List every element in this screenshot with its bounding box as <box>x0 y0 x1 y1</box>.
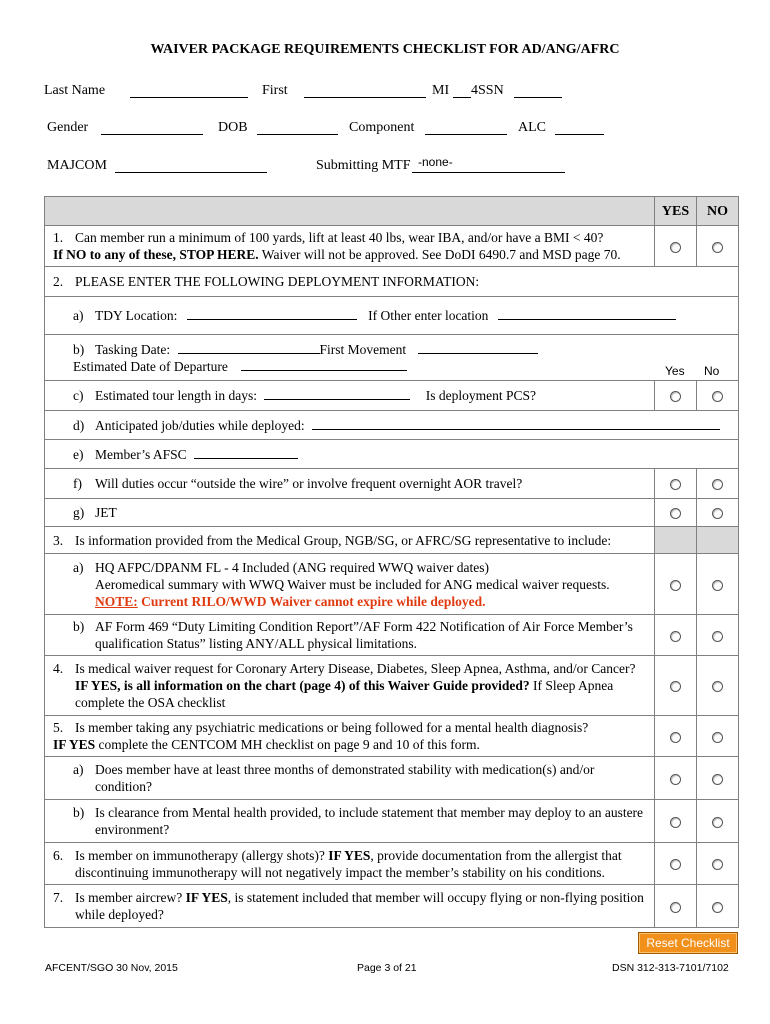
question-3b: b) AF Form 469 “Duty Limiting Condition Report”/AF Form 422 Notification of Air Force Member’s qualification Status” listing ANY/ALL physical limitations. <box>45 615 655 656</box>
pcs-no-label: No <box>704 364 720 378</box>
dob-field[interactable] <box>257 120 338 135</box>
question-2g: g) JET <box>45 499 655 527</box>
question-2: 2. PLEASE ENTER THE FOLLOWING DEPLOYMENT INFORMATION: <box>45 267 739 297</box>
ssn4-label: 4SSN <box>471 83 504 98</box>
tasking-date-field[interactable] <box>178 341 320 354</box>
dob-label: DOB <box>218 120 248 135</box>
reset-checklist-button[interactable]: Reset Checklist <box>638 932 738 954</box>
q2c-yes-radio[interactable] <box>655 381 697 411</box>
no-header: NO <box>697 197 739 226</box>
question-5b-row <box>45 800 739 843</box>
page-title: WAIVER PACKAGE REQUIREMENTS CHECKLIST FOR AD/ANG/AFRC <box>150 42 620 57</box>
majcom-label: MAJCOM <box>47 158 107 173</box>
question-3a-row <box>45 554 739 615</box>
q2g-yes-radio[interactable] <box>655 499 697 527</box>
alc-label: ALC <box>518 120 546 135</box>
anticipated-duties-field[interactable] <box>312 417 720 430</box>
q5a-no-radio[interactable] <box>697 757 739 800</box>
question-2-row <box>45 267 739 297</box>
question-5-row <box>45 716 739 757</box>
first-name-field[interactable] <box>304 83 426 98</box>
question-2b: b) Tasking Date: First Movement Estimated Date of Departure Yes No <box>45 335 739 381</box>
q5a-yes-radio[interactable] <box>655 757 697 800</box>
q1-yes-radio[interactable] <box>655 226 697 267</box>
question-6: 6. Is member on immunotherapy (allergy shots)? IF YES, provide documentation from the allergist that discontinuing immunotherapy will not negatively impact the member’s stability on his conditions. <box>45 843 655 885</box>
alc-field[interactable] <box>555 120 604 135</box>
question-2f-row <box>45 469 739 499</box>
question-3a: a) HQ AFPC/DPANM FL - 4 Included (ANG required WWQ waiver dates) Aeromedical summary with WWQ Waiver must be included for ANG medical waiver requests. NOTE: Current RILO/WWD Waiver cannot expire while deployed. <box>45 554 655 615</box>
mi-label: MI <box>432 83 450 98</box>
majcom-field[interactable] <box>115 158 267 173</box>
question-5: 5. Is member taking any psychiatric medications or being followed for a mental health diagnosis? IF YES complete the CENTCOM MH checklist on page 9 and 10 of this form. <box>45 716 655 757</box>
question-3b-row <box>45 615 739 656</box>
q3a-no-radio[interactable] <box>697 554 739 615</box>
gender-label: Gender <box>47 120 89 135</box>
q2f-yes-radio[interactable] <box>655 469 697 499</box>
question-2b-row <box>45 335 739 381</box>
q2f-no-radio[interactable] <box>697 469 739 499</box>
question-2e-row <box>45 440 739 469</box>
question-5b: b) Is clearance from Mental health provided, to include statement that member may deploy to an austere environment? <box>45 800 655 843</box>
q5b-no-radio[interactable] <box>697 800 739 843</box>
first-movement-field[interactable] <box>418 341 538 354</box>
q6-no-radio[interactable] <box>697 843 739 885</box>
q7-yes-radio[interactable] <box>655 885 697 928</box>
header-blank <box>45 197 655 226</box>
question-2e: e) Member’s AFSC <box>45 440 739 469</box>
q1-no-radio[interactable] <box>697 226 739 267</box>
question-2d-row <box>45 411 739 440</box>
departure-date-field[interactable] <box>241 358 407 371</box>
question-3-row <box>45 527 739 554</box>
q5b-yes-radio[interactable] <box>655 800 697 843</box>
mi-field[interactable] <box>453 83 471 98</box>
first-name-label: First <box>262 83 288 98</box>
q2g-no-radio[interactable] <box>697 499 739 527</box>
q3b-yes-radio[interactable] <box>655 615 697 656</box>
question-2c: c) Estimated tour length in days: Is deployment PCS? <box>45 381 655 411</box>
afsc-field[interactable] <box>194 446 298 459</box>
question-2c-row <box>45 381 739 411</box>
q3b-no-radio[interactable] <box>697 615 739 656</box>
table-header-row <box>45 197 739 226</box>
q3a-yes-radio[interactable] <box>655 554 697 615</box>
question-1: 1. Can member run a minimum of 100 yards, lift at least 40 lbs, wear IBA, and/or have a BMI < 40? If NO to any of these, STOP HERE. Waiver will not be approved. See DoDI 6490.7 and MSD page 70. <box>45 226 655 267</box>
question-2a-row <box>45 297 739 335</box>
footer-left: AFCENT/SGO 30 Nov, 2015 <box>45 962 178 974</box>
q6-yes-radio[interactable] <box>655 843 697 885</box>
question-6-row <box>45 843 739 885</box>
question-2d: d) Anticipated job/duties while deployed: <box>45 411 739 440</box>
question-2g-row <box>45 499 739 527</box>
last-name-label: Last Name <box>44 83 106 98</box>
question-2a: a) TDY Location: If Other enter location <box>45 297 739 335</box>
submitting-mtf-label: Submitting MTF <box>316 158 411 173</box>
submitting-mtf-value: -none- <box>418 155 453 169</box>
question-7-row <box>45 885 739 928</box>
q3-no-shaded <box>697 527 739 554</box>
q4-yes-radio[interactable] <box>655 656 697 716</box>
footer-right: DSN 312-313-7101/7102 <box>612 962 729 974</box>
yes-header: YES <box>655 197 697 226</box>
footer-page-number: Page 3 of 21 <box>357 962 417 974</box>
tdy-location-field[interactable] <box>187 307 357 320</box>
q7-no-radio[interactable] <box>697 885 739 928</box>
question-4-row <box>45 656 739 716</box>
question-3: 3. Is information provided from the Medical Group, NGB/SG, or AFRC/SG representative to include: <box>45 527 655 554</box>
question-5a-row <box>45 757 739 800</box>
checklist-table <box>44 196 739 928</box>
q5-no-radio[interactable] <box>697 716 739 757</box>
component-label: Component <box>349 120 415 135</box>
question-4: 4. Is medical waiver request for Coronary Artery Disease, Diabetes, Sleep Apnea, Asthma, and/or Cancer? IF YES, is all information on the chart (page 4) of this Waiver Guide provided? If Sleep Apnea complete the OSA checklist <box>45 656 655 716</box>
other-location-field[interactable] <box>498 307 676 320</box>
ssn4-field[interactable] <box>514 83 562 98</box>
gender-field[interactable] <box>101 120 203 135</box>
tour-length-field[interactable] <box>264 387 410 400</box>
question-1-row <box>45 226 739 267</box>
q5-yes-radio[interactable] <box>655 716 697 757</box>
question-7: 7. Is member aircrew? IF YES, is statement included that member will occupy flying or non-flying position while deployed? <box>45 885 655 928</box>
question-5a: a) Does member have at least three months of demonstrated stability with medication(s) and/or condition? <box>45 757 655 800</box>
last-name-field[interactable] <box>130 83 248 98</box>
q4-no-radio[interactable] <box>697 656 739 716</box>
component-field[interactable] <box>425 120 507 135</box>
q3-yes-shaded <box>655 527 697 554</box>
pcs-yes-label: Yes <box>665 364 685 378</box>
q2c-no-radio[interactable] <box>697 381 739 411</box>
question-2f: f) Will duties occur “outside the wire” or involve frequent overnight AOR travel? <box>45 469 655 499</box>
